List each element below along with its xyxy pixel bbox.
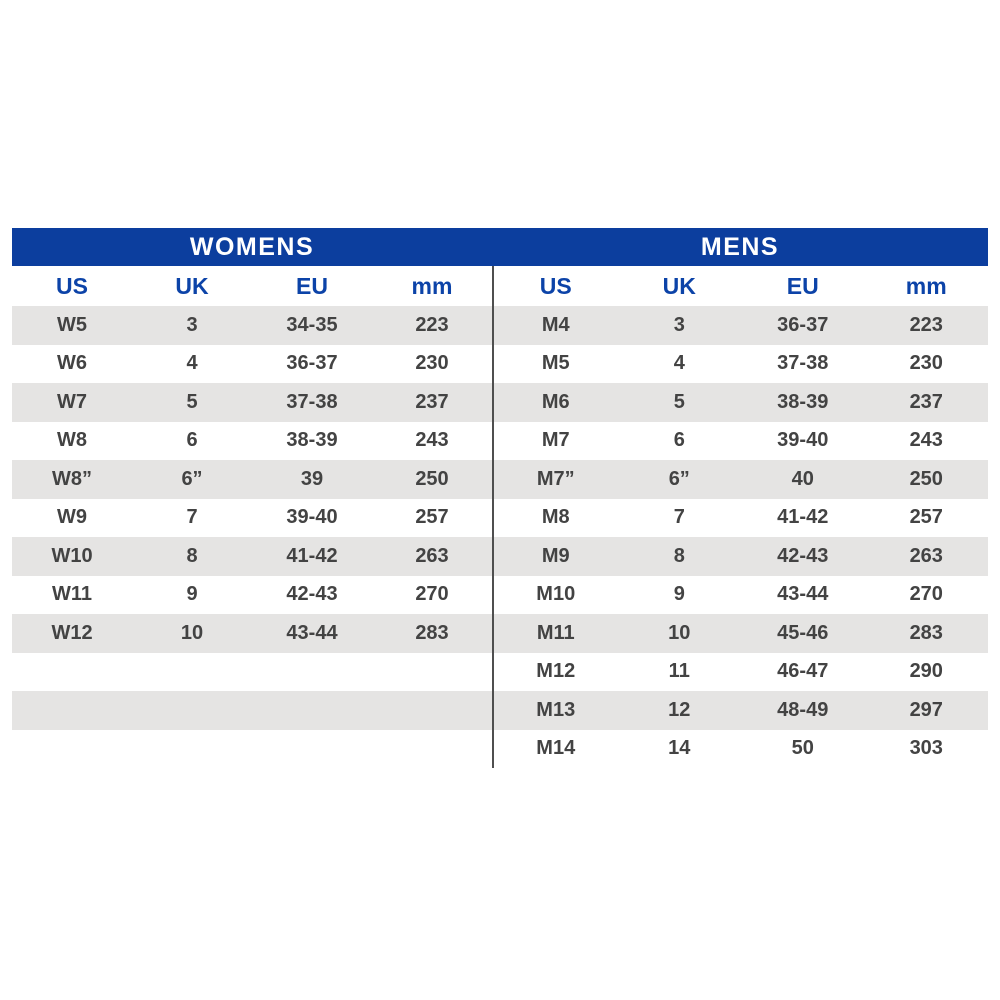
table-cell-mm: 257 [909, 506, 943, 529]
table-row [494, 383, 988, 422]
table-cell-us: W11 [51, 583, 93, 606]
table-cell-uk: 5 [673, 390, 685, 413]
table-cell-uk: 6” [668, 467, 690, 490]
mens-rows [494, 306, 988, 768]
table-row [494, 576, 988, 615]
table-cell-us: M5 [541, 352, 570, 375]
table-cell-uk: 3 [186, 313, 198, 336]
table-row [12, 537, 492, 576]
table-cell-us: M6 [541, 390, 570, 413]
table-cell-uk: 6” [181, 467, 203, 490]
table-row [12, 614, 492, 653]
table-cell-uk: 9 [673, 583, 685, 606]
column-header-mm: mm [905, 272, 947, 299]
table-cell-eu: 40 [791, 467, 814, 490]
column-header-mm: mm [411, 272, 453, 299]
table-cell-uk: 9 [186, 583, 198, 606]
table-cell-mm: 230 [909, 352, 943, 375]
table-cell-uk: 8 [186, 544, 198, 567]
table-cell-us: M12 [536, 660, 576, 683]
table-cell-mm [372, 653, 492, 692]
table-cell-us: W6 [57, 352, 87, 375]
column-header-uk: UK [175, 272, 209, 299]
table-cell-eu: 36-37 [777, 313, 829, 336]
table-cell-us: M7 [541, 429, 570, 452]
table-cell-uk: 10 [180, 621, 204, 644]
table-cell-uk: 12 [668, 698, 691, 721]
table-cell-mm: 237 [415, 390, 449, 413]
table-cell-uk: 14 [668, 737, 691, 760]
column-header-eu: EU [786, 272, 819, 299]
table-cell-mm: 250 [415, 467, 449, 490]
mens-table [492, 266, 988, 768]
table-cell-eu: 37-38 [777, 352, 829, 375]
table-row [494, 691, 988, 730]
table-cell-uk: 7 [673, 506, 685, 529]
table-cell-us: W8 [57, 429, 87, 452]
table-row [494, 499, 988, 538]
table-row [12, 691, 492, 730]
table-cell-mm: 303 [909, 737, 943, 760]
table-cell-eu: 38-39 [286, 429, 338, 452]
table-cell-mm: 283 [909, 621, 943, 644]
table-cell-eu [252, 691, 372, 730]
table-row [12, 499, 492, 538]
table-cell-mm: 223 [909, 313, 943, 336]
table-cell-uk: 6 [186, 429, 198, 452]
table-cell-mm [372, 691, 492, 730]
column-header-uk: UK [662, 272, 696, 299]
table-cell-us: M4 [541, 313, 570, 336]
table-cell-eu: 39 [300, 467, 324, 490]
table-cell-mm: 243 [415, 429, 449, 452]
table-cell-us [12, 653, 132, 692]
table-row [494, 614, 988, 653]
table-row [12, 460, 492, 499]
table-cell-eu [252, 653, 372, 692]
table-cell-us: W9 [57, 506, 87, 529]
table-row [494, 460, 988, 499]
table-cell-eu: 43-44 [777, 583, 829, 606]
table-cell-eu: 48-49 [777, 698, 829, 721]
table-cell-mm: 270 [415, 583, 449, 606]
table-cell-eu: 39-40 [286, 506, 338, 529]
table-cell-uk: 4 [673, 352, 685, 375]
table-row [494, 345, 988, 384]
column-header-us: US [56, 272, 88, 299]
table-cell-mm: 237 [909, 390, 943, 413]
table-cell-us: M7” [536, 467, 575, 490]
table-cell-uk [132, 653, 252, 692]
table-cell-eu: 37-38 [286, 390, 338, 413]
table-row [12, 653, 492, 692]
table-cell-us [12, 691, 132, 730]
table-row [12, 345, 492, 384]
table-cell-eu: 41-42 [777, 506, 829, 529]
table-cell-us: W8” [52, 467, 92, 490]
table-cell-mm: 243 [909, 429, 943, 452]
table-cell-mm: 257 [415, 506, 449, 529]
table-cell-mm: 283 [415, 621, 449, 644]
table-cell-eu: 46-47 [777, 660, 829, 683]
table-cell-mm: 263 [909, 544, 943, 567]
table-cell-eu: 42-43 [286, 583, 338, 606]
table-row [12, 383, 492, 422]
table-row [494, 730, 988, 769]
mens-title: MENS [700, 232, 780, 261]
table-row [12, 422, 492, 461]
table-cell-us: W7 [57, 390, 87, 413]
table-cell-uk [132, 691, 252, 730]
womens-title: WOMENS [189, 232, 315, 261]
table-cell-mm: 270 [909, 583, 943, 606]
table-row [494, 537, 988, 576]
tables-container [12, 266, 988, 768]
table-cell-mm: 230 [415, 352, 449, 375]
table-cell-eu: 43-44 [286, 621, 338, 644]
table-title-band [12, 228, 988, 266]
table-cell-uk: 6 [673, 429, 685, 452]
table-cell-us: M13 [536, 698, 576, 721]
table-cell-uk: 11 [668, 660, 690, 683]
table-cell-uk: 8 [673, 544, 685, 567]
table-cell-eu: 39-40 [777, 429, 829, 452]
table-cell-mm: 263 [415, 544, 449, 567]
table-cell-mm: 250 [909, 467, 943, 490]
table-row [12, 576, 492, 615]
table-row [494, 306, 988, 345]
chart-body [12, 228, 988, 768]
womens-column-header-row [12, 266, 492, 306]
mens-column-header-row [494, 266, 988, 306]
table-cell-mm: 223 [415, 313, 449, 336]
table-cell-us: W10 [51, 544, 93, 567]
table-cell-us: M9 [541, 544, 570, 567]
table-cell-eu: 50 [791, 737, 814, 760]
table-cell-mm: 297 [909, 698, 943, 721]
table-cell-uk: 10 [668, 621, 691, 644]
womens-rows [12, 306, 492, 730]
table-cell-uk: 5 [186, 390, 198, 413]
table-cell-uk: 3 [673, 313, 685, 336]
table-cell-eu: 36-37 [286, 352, 338, 375]
table-cell-mm: 290 [909, 660, 943, 683]
womens-table [12, 266, 492, 768]
table-row [494, 653, 988, 692]
table-cell-eu: 45-46 [777, 621, 829, 644]
table-row [494, 422, 988, 461]
column-header-us: US [539, 272, 572, 299]
table-row [12, 306, 492, 345]
table-cell-us: W12 [51, 621, 93, 644]
table-cell-eu: 41-42 [286, 544, 338, 567]
table-cell-us: M8 [541, 506, 570, 529]
table-cell-uk: 4 [186, 352, 198, 375]
table-cell-eu: 42-43 [777, 544, 829, 567]
table-cell-eu: 38-39 [777, 390, 829, 413]
table-cell-us: M11 [536, 621, 575, 644]
table-cell-us: M14 [536, 737, 576, 760]
table-cell-eu: 34-35 [286, 313, 338, 336]
table-cell-us: M10 [536, 583, 576, 606]
column-header-eu: EU [296, 272, 328, 299]
table-cell-us: W5 [57, 313, 87, 336]
table-cell-uk: 7 [186, 506, 198, 529]
